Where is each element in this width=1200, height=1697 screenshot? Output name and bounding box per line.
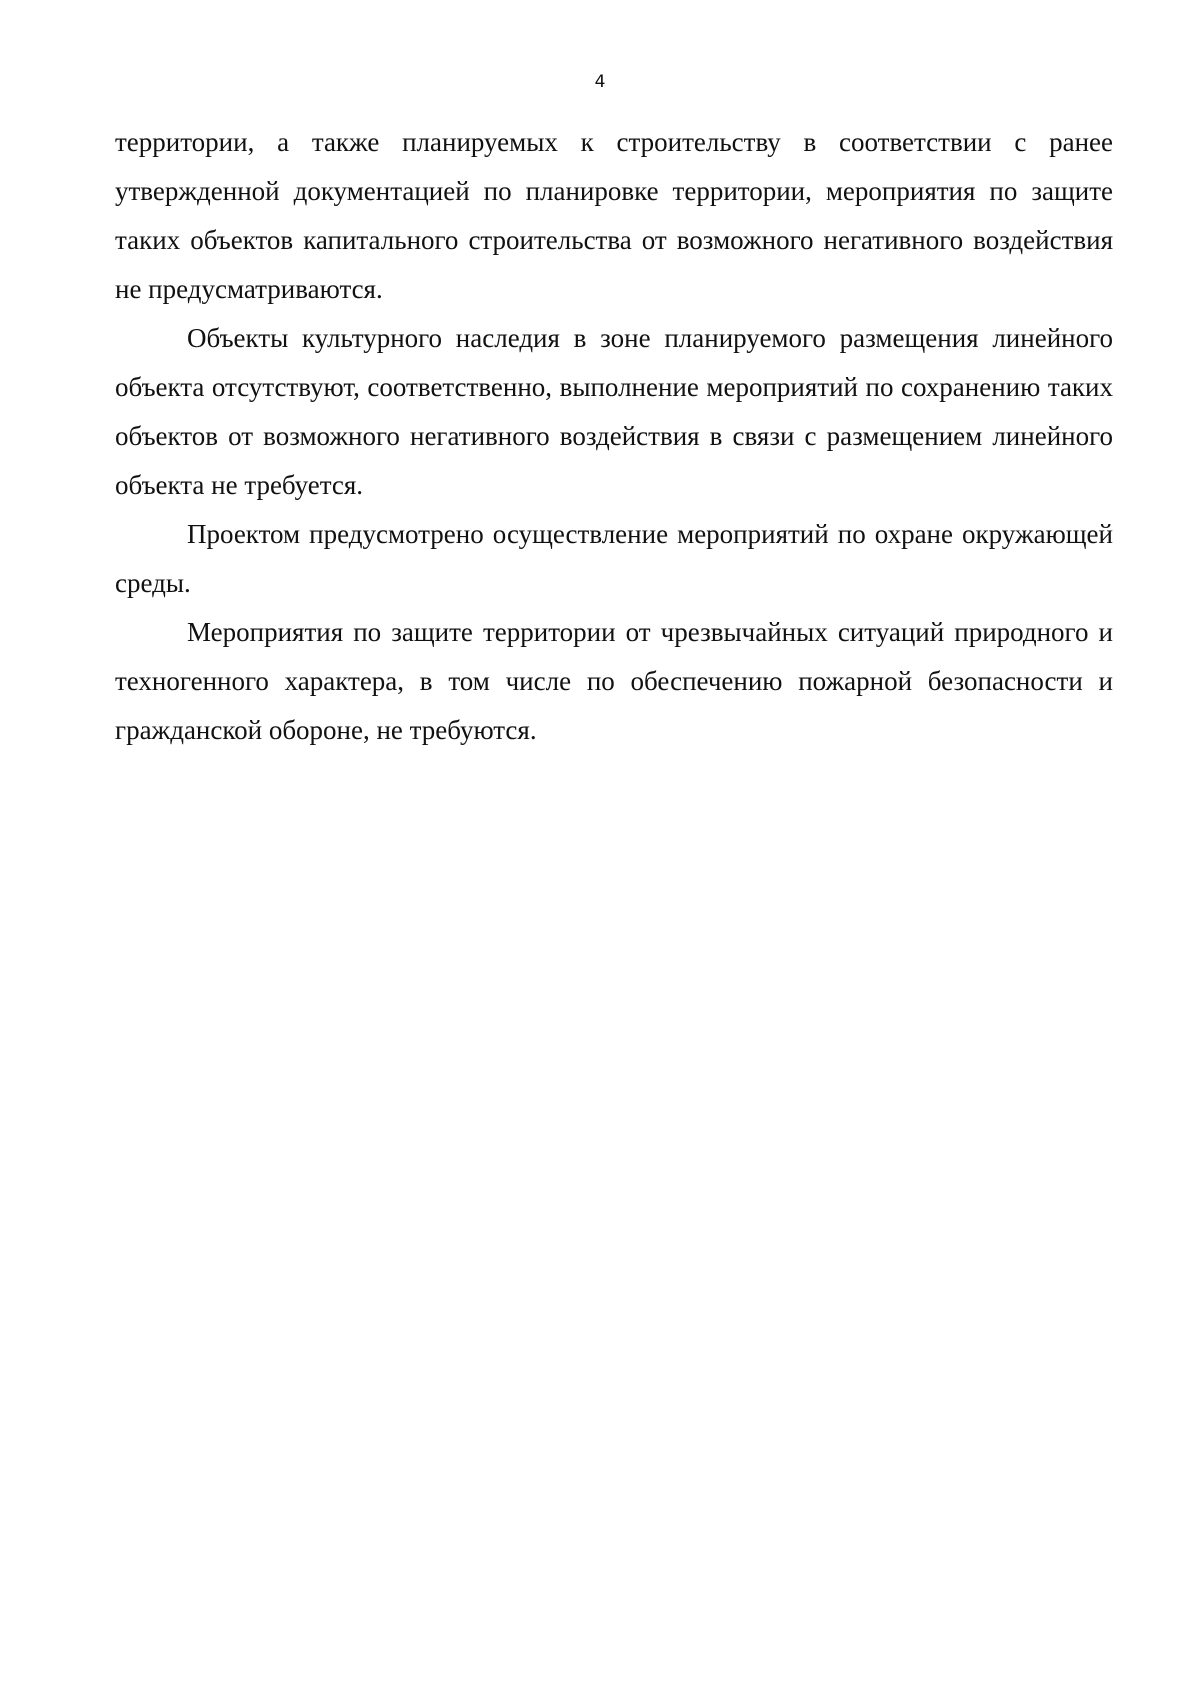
body-text — [115, 118, 1113, 755]
paragraph-cultural-heritage: Объекты культурного наследия в зоне планируемого размещения линейного объекта отсутствуют, соответственно, выполнение мероприятий по сохранению таких объектов от возможного негативного воздействия в связи с размещением линейного объекта не требуется. — [115, 323, 1113, 500]
paragraph-emergency-measures: Мероприятия по защите территории от чрезвычайных ситуаций природного и техногенного характера, в том числе по обеспечению пожарной безопасности и гражданской обороне, не требуются. — [115, 617, 1113, 745]
paragraph-continuation: территории, а также планируемых к строительству в соответствии с ранее утвержденной документацией по планировке территории, мероприятия по защите таких объектов капитального строительства от возможного негативного воздействия не предусматриваются. — [115, 127, 1113, 304]
paragraph-environment-protection: Проектом предусмотрено осуществление мероприятий по охране окружающей среды. — [115, 519, 1113, 598]
page-number: 4 — [594, 72, 606, 92]
